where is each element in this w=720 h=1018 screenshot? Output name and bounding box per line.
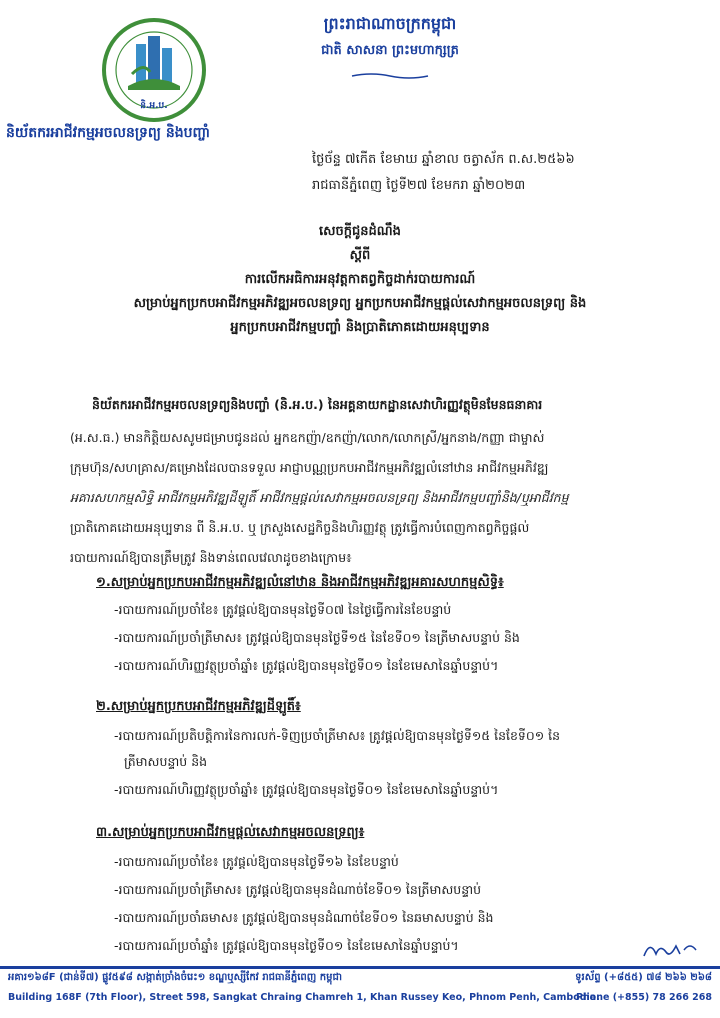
notice-subject-label: ស្តីពី — [349, 248, 371, 263]
kingdom-title: ព្រះរាជាណាចក្រកម្ពុជា — [323, 14, 457, 33]
section-3-item-1: -របាយការណ៍ប្រចាំខែ៖ ត្រូវផ្តល់ឱ្យបានមុនថ្ងៃទី១៦ នៃខែបន្ទាប់ — [114, 854, 399, 869]
lunar-date: ថ្ងៃ​ច័ន្ទ ៧កើត ខែមាឃ ឆ្នាំខាល ចត្វាស័ក ព.ស.២៥៦៦ — [312, 152, 575, 167]
agency-logo — [92, 14, 216, 126]
notice-subject-line-2: សម្រាប់អ្នកប្រកបអាជីវកម្មអភិវឌ្ឍអចលនទ្រព្យ អ្នកប្រកបអាជីវកម្មផ្តល់សេវាកម្មអចលនទ្រព្យ និង — [133, 296, 587, 311]
initials-signature — [640, 936, 700, 962]
section-1-item-3: -របាយការណ៍ហិរញ្ញវត្ថុប្រចាំឆ្នាំ៖ ត្រូវផ្តល់ឱ្យបានមុនថ្ងៃទី០១ នៃខែមេសានៃឆ្នាំបន្ទាប់។ — [114, 658, 499, 673]
body-line-1: និយ័តករអាជីវកម្មអចលនទ្រព្យនិងបញ្ចាំ (និ.អ.ប.) នៃអគ្គនាយកដ្ឋានសេវាហិរញ្ញវត្ថុមិនមែនធនាគារ — [92, 397, 543, 412]
footer-address-kh: អគារ១៦៨F (ជាន់ទី៧) ផ្លូវ៥៩៨ សង្កាត់ច្រាំងចំរេះ១ ខណ្ឌឬស្សីកែវ រាជធានីភ្នំពេញ កម្ពុជា — [8, 972, 342, 983]
body-line-6: របាយការណ៍ឱ្យបានត្រឹមត្រូវ និងទាន់ពេលវេលាដូចខាងក្រោម៖ — [70, 550, 352, 565]
body-line-4: អគារសហកម្មសិទ្ធិ អាជីវកម្មអភិវឌ្ឍដីឡូតិ៍ អាជីវកម្មផ្តល់សេវាកម្មអចលនទ្រព្យ និងអាជីវកម្មបញ្ចាំនិង/ឬអាជីវកម្ម — [70, 490, 569, 505]
motto-ornament — [352, 72, 428, 80]
section-3-item-2: -របាយការណ៍ប្រចាំត្រីមាស៖ ត្រូវផ្តល់ឱ្យបានមុនដំណាច់ខែទី០១ នៃត្រីមាសបន្ទាប់ — [114, 882, 482, 897]
notice-subject-line-3: អ្នកប្រកបអាជីវកម្មបញ្ចាំ និងប្រាតិភោគដោយអនុប្បទាន — [230, 320, 490, 335]
agency-name: និយ័តករអាជីវកម្មអចលនទ្រព្យ និងបញ្ចាំ — [6, 125, 211, 141]
section-1-item-2: -របាយការណ៍ប្រចាំត្រីមាស៖ ត្រូវផ្តល់ឱ្យបានមុនថ្ងៃទី១៥ នៃខែទី០១ នៃត្រីមាសបន្ទាប់ និង — [114, 630, 520, 645]
logo-abbrev: និ.អ.ប. — [140, 101, 168, 111]
footer-address-en: Building 168F (7th Floor), Street 598, Sangkat Chraing Chamreh 1, Khan Russey Keo, Phnom Penh, Cambodia. — [8, 992, 600, 1003]
notice-subject-line-1: ការលើកអធិការអនុវត្តកាតព្វកិច្ចដាក់របាយការណ៍ — [244, 272, 476, 287]
footer-phone-en: Phone (+855) 78 266 268 — [575, 992, 712, 1003]
footer-phone-kh: ទូរស័ព្ទ (+៨៥៥) ៧៨ ២៦៦ ២៦៨ — [575, 972, 712, 983]
national-motto: ជាតិ សាសនា ព្រះមហាក្សត្រ — [321, 43, 459, 58]
footer-divider — [0, 966, 720, 969]
section-3-heading: ៣.សម្រាប់អ្នកប្រកបអាជីវកម្មផ្តល់សេវាកម្មអចលនទ្រព្យ៖ — [96, 825, 365, 840]
body-line-5: ប្រាតិភោគដោយអនុប្បទាន ពី និ.អ.ប. ឬ ក្រសួងសេដ្ឋកិច្ចនិងហិរញ្ញវត្ថុ ត្រូវធ្វើការបំពេញកាតព្វកិច្ចផ្តល់ — [70, 520, 530, 535]
body-line-3: ក្រុមហ៊ុន/សហគ្រាស/គម្រោងដែលបានទទួល អាជ្ញាបណ្ណប្រកបអាជីវកម្មអភិវឌ្ឍលំនៅឋាន អាជីវកម្មអភិវឌ្ឍ — [70, 460, 549, 475]
section-2-item-2: -របាយការណ៍ហិរញ្ញវត្ថុប្រចាំឆ្នាំ៖ ត្រូវផ្តល់ឱ្យបានមុនថ្ងៃទី០១ នៃខែមេសានៃឆ្នាំបន្ទាប់។ — [114, 782, 499, 797]
body-line-2: (អ.ស.ធ.) មានកិត្តិយសសូមជម្រាបជូនដល់ អ្នកឧកញ៉ា/ឧកញ៉ា/លោក/លោកស្រី/អ្នកនាង/កញ្ញា ជាម្ចាស់ — [70, 430, 545, 445]
section-1-heading: ១.សម្រាប់អ្នកប្រកបអាជីវកម្មអភិវឌ្ឍលំនៅឋាន និងអាជីវកម្មអភិវឌ្ឍអគារសហកម្មសិទ្ធិ៖ — [96, 575, 504, 590]
solar-date: រាជធានីភ្នំពេញ ថ្ងៃទី២៧ ខែមករា ឆ្នាំ២០២៣ — [312, 178, 526, 193]
section-1-item-1: -របាយការណ៍ប្រចាំខែ៖ ត្រូវផ្តល់ឱ្យបានមុនថ្ងៃទី០៧ នៃថ្ងៃធ្វើការនៃខែបន្ទាប់ — [114, 602, 452, 617]
section-2-item-1-cont: ត្រីមាសបន្ទាប់ និង — [124, 754, 208, 769]
section-2-item-1: -របាយការណ៍ប្រតិបត្តិការនៃការលក់-ទិញប្រចាំត្រីមាស៖ ត្រូវផ្តល់ឱ្យបានមុនថ្ងៃទី១៥ នៃខែទី០១ នៃ — [114, 728, 561, 743]
section-2-heading: ២.សម្រាប់អ្នកប្រកបអាជីវកម្មអភិវឌ្ឍដីឡូតិ៍៖ — [96, 699, 301, 714]
notice-title: សេចក្តីជូនដំណឹង — [319, 224, 401, 239]
section-3-item-4: -របាយការណ៍ប្រចាំឆ្នាំ៖ ត្រូវផ្តល់ឱ្យបានមុនថ្ងៃទី០១ នៃខែមេសានៃឆ្នាំបន្ទាប់។ — [114, 938, 459, 953]
section-3-item-3: -របាយការណ៍ប្រចាំឆមាស៖ ត្រូវផ្តល់ឱ្យបានមុនដំណាច់ខែទី០១ នៃឆមាសបន្ទាប់ និង — [114, 910, 494, 925]
